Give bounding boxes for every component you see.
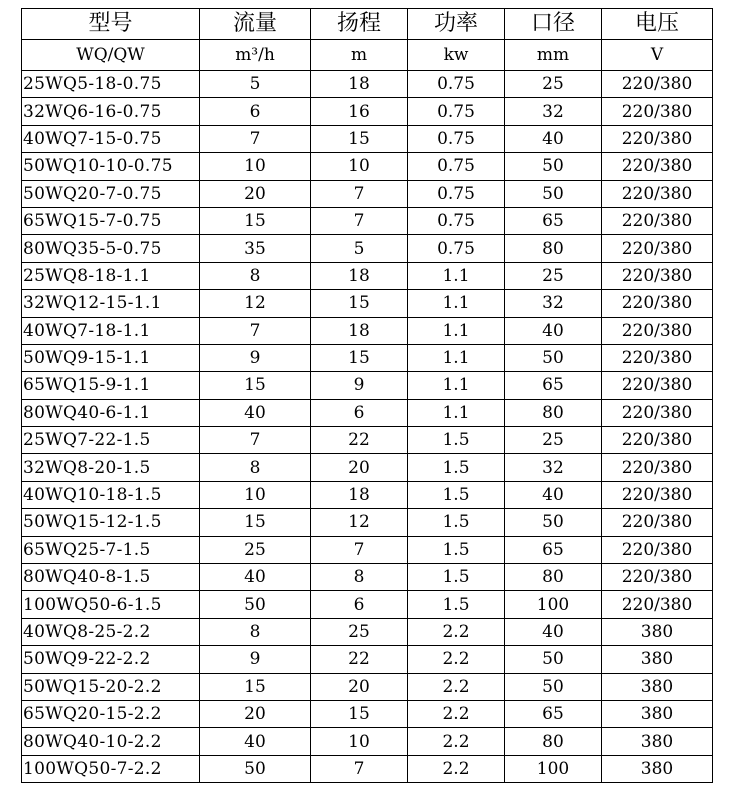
- flow-cell: 50: [200, 591, 311, 618]
- model-cell: 80WQ40-6-1.1: [22, 399, 200, 426]
- table-row: [22, 536, 713, 563]
- diameter-cell: 50: [505, 673, 602, 700]
- unit-flow: m³/h: [200, 40, 311, 71]
- header-head: 扬程: [311, 9, 408, 40]
- unit-power: kw: [408, 40, 505, 71]
- diameter-cell: 65: [505, 700, 602, 727]
- flow-cell: 20: [200, 180, 311, 207]
- voltage-cell: 380: [602, 700, 713, 727]
- header-flow: 流量: [200, 9, 311, 40]
- power-cell: 1.5: [408, 427, 505, 454]
- diameter-cell: 65: [505, 372, 602, 399]
- model-cell: 50WQ15-20-2.2: [22, 673, 200, 700]
- voltage-cell: 220/380: [602, 125, 713, 152]
- table-row: [22, 564, 713, 591]
- table-row: [22, 125, 713, 152]
- head-cell: 22: [311, 427, 408, 454]
- flow-cell: 40: [200, 399, 311, 426]
- model-cell: 40WQ8-25-2.2: [22, 618, 200, 645]
- voltage-cell: 220/380: [602, 481, 713, 508]
- table-row: [22, 427, 713, 454]
- header-model: 型号: [22, 9, 200, 40]
- head-cell: 18: [311, 317, 408, 344]
- power-cell: 2.2: [408, 646, 505, 673]
- flow-cell: 8: [200, 262, 311, 289]
- head-cell: 7: [311, 207, 408, 234]
- diameter-cell: 50: [505, 344, 602, 371]
- model-cell: 50WQ9-22-2.2: [22, 646, 200, 673]
- diameter-cell: 25: [505, 427, 602, 454]
- flow-cell: 40: [200, 564, 311, 591]
- voltage-cell: 220/380: [602, 372, 713, 399]
- power-cell: 0.75: [408, 125, 505, 152]
- diameter-cell: 25: [505, 71, 602, 98]
- flow-cell: 15: [200, 509, 311, 536]
- table-row: [22, 98, 713, 125]
- flow-cell: 6: [200, 98, 311, 125]
- voltage-cell: 220/380: [602, 98, 713, 125]
- power-cell: 1.1: [408, 317, 505, 344]
- head-cell: 18: [311, 262, 408, 289]
- head-cell: 16: [311, 98, 408, 125]
- model-cell: 80WQ40-10-2.2: [22, 728, 200, 755]
- table-row: [22, 618, 713, 645]
- table-row: [22, 207, 713, 234]
- diameter-cell: 50: [505, 153, 602, 180]
- flow-cell: 25: [200, 536, 311, 563]
- head-cell: 6: [311, 399, 408, 426]
- power-cell: 0.75: [408, 180, 505, 207]
- power-cell: 1.5: [408, 454, 505, 481]
- power-cell: 1.5: [408, 591, 505, 618]
- power-cell: 2.2: [408, 700, 505, 727]
- table-row: [22, 235, 713, 262]
- flow-cell: 5: [200, 71, 311, 98]
- diameter-cell: 32: [505, 454, 602, 481]
- power-cell: 2.2: [408, 755, 505, 782]
- diameter-cell: 40: [505, 317, 602, 344]
- flow-cell: 8: [200, 618, 311, 645]
- table-body: [22, 71, 713, 783]
- header-voltage: 电压: [602, 9, 713, 40]
- diameter-cell: 65: [505, 536, 602, 563]
- voltage-cell: 220/380: [602, 399, 713, 426]
- flow-cell: 40: [200, 728, 311, 755]
- voltage-cell: 220/380: [602, 454, 713, 481]
- header-power: 功率: [408, 9, 505, 40]
- power-cell: 2.2: [408, 673, 505, 700]
- table-row: [22, 372, 713, 399]
- model-cell: 80WQ35-5-0.75: [22, 235, 200, 262]
- model-cell: 40WQ10-18-1.5: [22, 481, 200, 508]
- voltage-cell: 220/380: [602, 207, 713, 234]
- voltage-cell: 220/380: [602, 180, 713, 207]
- table-row: [22, 344, 713, 371]
- table-row: [22, 399, 713, 426]
- model-cell: 50WQ20-7-0.75: [22, 180, 200, 207]
- header-row: [22, 9, 713, 40]
- head-cell: 20: [311, 454, 408, 481]
- flow-cell: 8: [200, 454, 311, 481]
- diameter-cell: 80: [505, 399, 602, 426]
- head-cell: 12: [311, 509, 408, 536]
- power-cell: 1.1: [408, 290, 505, 317]
- power-cell: 1.5: [408, 564, 505, 591]
- diameter-cell: 80: [505, 564, 602, 591]
- table-row: [22, 755, 713, 782]
- power-cell: 0.75: [408, 98, 505, 125]
- head-cell: 7: [311, 536, 408, 563]
- diameter-cell: 32: [505, 98, 602, 125]
- head-cell: 20: [311, 673, 408, 700]
- voltage-cell: 220/380: [602, 591, 713, 618]
- header-diameter: 口径: [505, 9, 602, 40]
- table-row: [22, 180, 713, 207]
- table-row: [22, 481, 713, 508]
- model-cell: 50WQ9-15-1.1: [22, 344, 200, 371]
- flow-cell: 9: [200, 646, 311, 673]
- model-cell: 40WQ7-18-1.1: [22, 317, 200, 344]
- voltage-cell: 380: [602, 728, 713, 755]
- table-row: [22, 290, 713, 317]
- flow-cell: 7: [200, 317, 311, 344]
- power-cell: 2.2: [408, 618, 505, 645]
- power-cell: 0.75: [408, 71, 505, 98]
- flow-cell: 15: [200, 673, 311, 700]
- voltage-cell: 220/380: [602, 509, 713, 536]
- flow-cell: 10: [200, 153, 311, 180]
- head-cell: 10: [311, 728, 408, 755]
- table-row: [22, 153, 713, 180]
- head-cell: 6: [311, 591, 408, 618]
- model-cell: 80WQ40-8-1.5: [22, 564, 200, 591]
- diameter-cell: 100: [505, 755, 602, 782]
- diameter-cell: 65: [505, 207, 602, 234]
- diameter-cell: 50: [505, 646, 602, 673]
- voltage-cell: 380: [602, 618, 713, 645]
- model-cell: 25WQ7-22-1.5: [22, 427, 200, 454]
- table-row: [22, 646, 713, 673]
- power-cell: 1.5: [408, 536, 505, 563]
- table-row: [22, 454, 713, 481]
- diameter-cell: 100: [505, 591, 602, 618]
- table-row: [22, 317, 713, 344]
- model-cell: 65WQ15-9-1.1: [22, 372, 200, 399]
- power-cell: 1.1: [408, 399, 505, 426]
- unit-voltage: V: [602, 40, 713, 71]
- voltage-cell: 220/380: [602, 235, 713, 262]
- power-cell: 1.1: [408, 372, 505, 399]
- table-row: [22, 71, 713, 98]
- diameter-cell: 25: [505, 262, 602, 289]
- model-cell: 65WQ15-7-0.75: [22, 207, 200, 234]
- head-cell: 25: [311, 618, 408, 645]
- head-cell: 9: [311, 372, 408, 399]
- head-cell: 15: [311, 700, 408, 727]
- voltage-cell: 380: [602, 646, 713, 673]
- head-cell: 10: [311, 153, 408, 180]
- diameter-cell: 40: [505, 618, 602, 645]
- table-row: [22, 728, 713, 755]
- head-cell: 5: [311, 235, 408, 262]
- model-cell: 32WQ8-20-1.5: [22, 454, 200, 481]
- voltage-cell: 220/380: [602, 564, 713, 591]
- model-cell: 25WQ5-18-0.75: [22, 71, 200, 98]
- head-cell: 7: [311, 180, 408, 207]
- diameter-cell: 80: [505, 728, 602, 755]
- head-cell: 18: [311, 71, 408, 98]
- diameter-cell: 50: [505, 509, 602, 536]
- table-row: [22, 591, 713, 618]
- head-cell: 7: [311, 755, 408, 782]
- voltage-cell: 220/380: [602, 536, 713, 563]
- power-cell: 0.75: [408, 235, 505, 262]
- unit-diameter: mm: [505, 40, 602, 71]
- voltage-cell: 380: [602, 755, 713, 782]
- model-cell: 25WQ8-18-1.1: [22, 262, 200, 289]
- voltage-cell: 220/380: [602, 317, 713, 344]
- diameter-cell: 32: [505, 290, 602, 317]
- model-cell: 65WQ20-15-2.2: [22, 700, 200, 727]
- flow-cell: 15: [200, 207, 311, 234]
- voltage-cell: 220/380: [602, 262, 713, 289]
- flow-cell: 50: [200, 755, 311, 782]
- diameter-cell: 40: [505, 481, 602, 508]
- head-cell: 15: [311, 290, 408, 317]
- voltage-cell: 220/380: [602, 344, 713, 371]
- diameter-cell: 50: [505, 180, 602, 207]
- model-cell: 100WQ50-6-1.5: [22, 591, 200, 618]
- voltage-cell: 220/380: [602, 427, 713, 454]
- table-row: [22, 673, 713, 700]
- head-cell: 18: [311, 481, 408, 508]
- voltage-cell: 220/380: [602, 153, 713, 180]
- model-cell: 65WQ25-7-1.5: [22, 536, 200, 563]
- model-cell: 50WQ10-10-0.75: [22, 153, 200, 180]
- model-cell: 32WQ12-15-1.1: [22, 290, 200, 317]
- power-cell: 1.5: [408, 509, 505, 536]
- table-row: [22, 262, 713, 289]
- flow-cell: 9: [200, 344, 311, 371]
- diameter-cell: 80: [505, 235, 602, 262]
- pump-spec-table: [21, 8, 713, 783]
- head-cell: 15: [311, 344, 408, 371]
- model-cell: 32WQ6-16-0.75: [22, 98, 200, 125]
- unit-row: [22, 40, 713, 71]
- head-cell: 8: [311, 564, 408, 591]
- flow-cell: 12: [200, 290, 311, 317]
- table-row: [22, 509, 713, 536]
- power-cell: 0.75: [408, 153, 505, 180]
- unit-head: m: [311, 40, 408, 71]
- diameter-cell: 40: [505, 125, 602, 152]
- flow-cell: 15: [200, 372, 311, 399]
- power-cell: 2.2: [408, 728, 505, 755]
- flow-cell: 20: [200, 700, 311, 727]
- voltage-cell: 220/380: [602, 71, 713, 98]
- voltage-cell: 220/380: [602, 290, 713, 317]
- flow-cell: 7: [200, 427, 311, 454]
- flow-cell: 10: [200, 481, 311, 508]
- head-cell: 15: [311, 125, 408, 152]
- flow-cell: 7: [200, 125, 311, 152]
- head-cell: 22: [311, 646, 408, 673]
- power-cell: 1.1: [408, 262, 505, 289]
- power-cell: 0.75: [408, 207, 505, 234]
- model-cell: 100WQ50-7-2.2: [22, 755, 200, 782]
- model-cell: 50WQ15-12-1.5: [22, 509, 200, 536]
- flow-cell: 35: [200, 235, 311, 262]
- voltage-cell: 380: [602, 673, 713, 700]
- power-cell: 1.1: [408, 344, 505, 371]
- unit-model: WQ/QW: [22, 40, 200, 71]
- table-row: [22, 700, 713, 727]
- model-cell: 40WQ7-15-0.75: [22, 125, 200, 152]
- power-cell: 1.5: [408, 481, 505, 508]
